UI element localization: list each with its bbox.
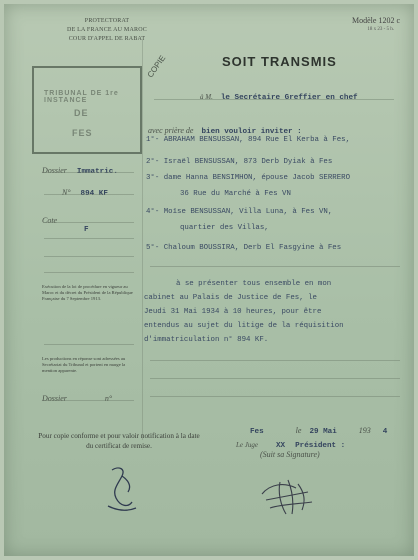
year-prefix: 193 <box>358 426 371 435</box>
date-le: le <box>295 426 302 435</box>
page-title: SOIT TRANSMIS <box>222 54 337 69</box>
cote-value: F <box>84 226 89 234</box>
dossier2-row <box>42 388 112 406</box>
rule-1 <box>150 360 400 361</box>
rule-2 <box>150 378 400 379</box>
dossier-value: Immatric. <box>76 168 118 176</box>
judge-title: Président : <box>295 442 346 450</box>
document-sheet <box>4 4 414 556</box>
dossier-number: 894 KF <box>80 190 108 198</box>
rule-3 <box>150 396 400 397</box>
number-rule <box>44 194 134 195</box>
addressee-line <box>200 86 358 104</box>
person-4-address: quartier des Villas, <box>180 224 269 232</box>
dossier2-label: Dossier <box>42 394 67 403</box>
model-number: Modèle 1202 c <box>352 16 400 25</box>
handwritten-signature-left <box>102 462 142 514</box>
copie-label: COPIE <box>145 53 168 80</box>
n-label: N° <box>62 188 71 197</box>
person-2: 2°- Israël BENSUSSAN, 873 Derb Dyiak à Fes <box>146 158 333 166</box>
date-value: 29 Mai <box>309 428 337 436</box>
handwritten-signature-right <box>258 474 318 519</box>
dossier2-rule <box>44 400 134 401</box>
addressee-rule <box>154 99 394 100</box>
body-line-5: d'immatriculation n° 894 KF. <box>144 336 269 344</box>
note-rule <box>44 344 134 345</box>
model-format: 18 x 23 - 5 h. <box>367 27 394 32</box>
dossier-number-row <box>62 182 108 200</box>
person-3-address: 36 Rue du Marché à Fes VN <box>180 190 291 198</box>
judge-label: Le Juge <box>236 441 258 449</box>
person-3: 3°- dame Hanna BENSIMHON, épouse Jacob SERRERO <box>146 174 351 182</box>
response-note: Les productions en réponse sont adressées au Secrétariat du Tribunal et portent en marge la mention apparente. <box>42 356 126 373</box>
header-line2: DE LA FRANCE AU MAROC <box>67 27 147 33</box>
addressee: le Secrétaire Greffier en chef <box>220 94 358 102</box>
header-block <box>52 18 162 45</box>
addressee-prefix: à M. <box>200 93 213 101</box>
body-rule <box>150 266 400 267</box>
header-line1: PROTECTORAT <box>84 18 130 24</box>
stamp-line3: FES <box>72 128 93 138</box>
cote-rule-2 <box>44 238 134 239</box>
dossier-rule <box>44 172 134 173</box>
request: bien vouloir inviter : <box>201 128 302 136</box>
person-1: 1°- ABRAHAM BENSUSSAN, 894 Rue El Kerba à Fes, <box>146 136 351 144</box>
cote-label: Cote <box>42 216 58 225</box>
cote-rule-3 <box>44 256 134 257</box>
stamp-line1: TRIBUNAL DE 1re INSTANCE <box>44 90 119 104</box>
execution-note: Exécution de la loi de procédure en vigueur au Maroc et du décret du Président de la République Française du 7 Septembre 1913. <box>42 284 133 301</box>
cote-row <box>42 210 57 228</box>
person-5: 5°- Chaloum BOUSSIRA, Derb El Fasgyine à Fes <box>146 244 342 252</box>
person-4: 4°- Moïse BENSUSSAN, Villa Luna, à Fes VN, <box>146 208 333 216</box>
dossier-row <box>42 160 118 178</box>
dossier2-n-label: n° <box>104 394 113 403</box>
body-line-3: Jeudi 31 Mai 1934 à 10 heures, pour être <box>144 308 322 316</box>
judge-xx: XX <box>275 442 286 450</box>
column-divider <box>142 40 143 440</box>
footer-note: Pour copie conforme et pour valoir notification à la date du certificat de remise. <box>38 432 200 450</box>
date-city: Fes <box>250 428 264 436</box>
stamp-line2: DE <box>74 108 89 118</box>
header-line3: COUR D'APPEL DE RABAT <box>68 36 146 42</box>
cote-rule-4 <box>44 272 134 273</box>
body-line-4: entendus au sujet du litige de la réquisition <box>144 322 344 330</box>
tribunal-stamp <box>32 66 142 154</box>
body-line-2: cabinet au Palais de Justice de Fes, le <box>144 294 317 302</box>
dossier-label: Dossier <box>42 166 67 175</box>
body-line-1: à se présenter tous ensemble en mon <box>176 280 332 288</box>
signature-label: (Suit sa Signature) <box>260 450 320 459</box>
request-prefix: avec prière de <box>148 126 194 135</box>
cote-rule-1 <box>44 222 134 223</box>
year-suffix: 4 <box>382 428 388 436</box>
